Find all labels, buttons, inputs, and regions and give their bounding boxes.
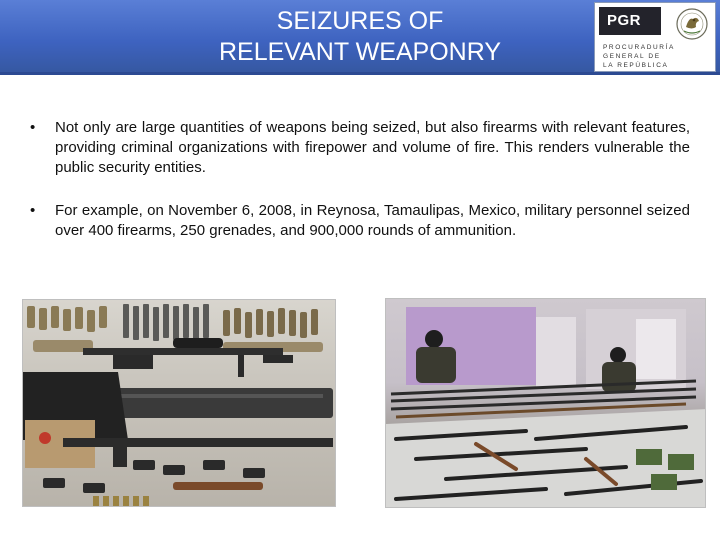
pgr-subtitle-line-3: LA REPÚBLICA <box>603 62 669 69</box>
bullet-marker: • <box>30 202 36 219</box>
pgr-acronym: PGR <box>599 7 661 35</box>
title-line-2: RELEVANT WEAPONRY <box>218 38 502 66</box>
slide-title <box>150 6 570 68</box>
bullet-text: Not only are large quantities of weapons being seized, but also firearms with relevant features, providing criminal organizations with firepower and volume of fire. This renders vulnerable the public security entities. <box>55 119 690 176</box>
seized-weapons-photo-left <box>22 299 336 507</box>
title-line-1: SEIZURES OF <box>276 7 444 35</box>
bullet-marker: • <box>30 119 36 136</box>
pgr-subtitle-line-1: PROCURADURÍA <box>603 44 675 51</box>
bullet-text: For example, on November 6, 2008, in Reynosa, Tamaulipas, Mexico, military personnel seized over 400 firearms, 250 grenades, and 900,000 rounds of ammunition. <box>55 202 690 239</box>
pgr-subtitle <box>603 43 711 70</box>
bullet-item <box>30 201 690 241</box>
press-display-image <box>386 299 706 508</box>
bullet-item <box>30 118 690 178</box>
pgr-logo <box>594 2 716 72</box>
weapons-table-image <box>23 300 336 507</box>
pgr-subtitle-line-2: GENERAL DE <box>603 53 661 60</box>
mexican-eagle-seal-icon <box>675 7 709 41</box>
bullet-list <box>30 118 690 264</box>
seized-weapons-photo-right <box>385 298 706 508</box>
